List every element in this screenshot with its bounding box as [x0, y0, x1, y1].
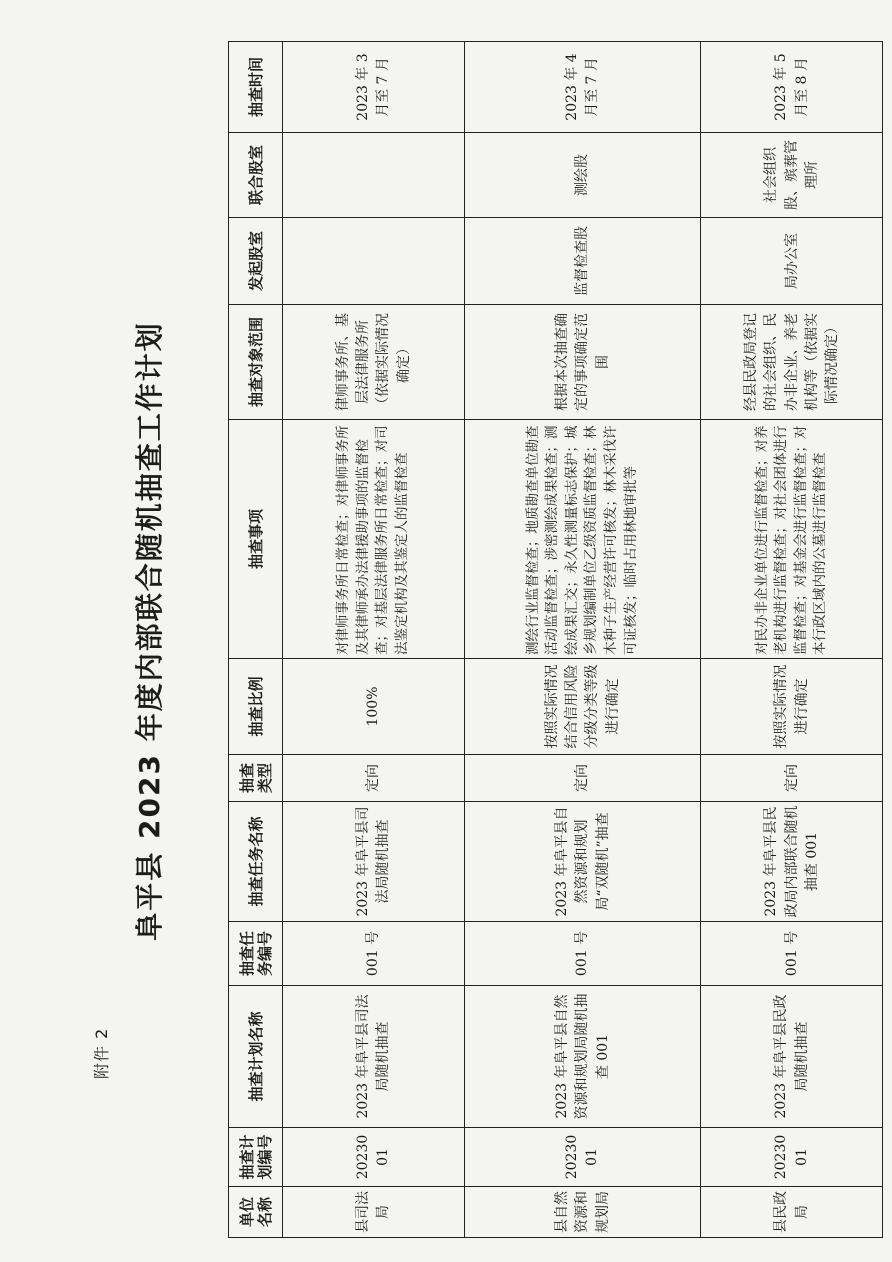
cell-task-no: 001 号 — [701, 922, 883, 986]
header-task-name: 抽查任务名称 — [229, 802, 283, 922]
header-scope: 抽查对象范围 — [229, 305, 283, 420]
cell-task-name: 2023 年阜平县司法局随机抽查 — [283, 802, 465, 922]
cell-items: 对律师事务所日常检查；对律师事务所及其律师承办法律援助事项的监督检查；对基层法律服务所日常检查；对司法鉴定机构及其鉴定人的监督检查 — [283, 420, 465, 659]
cell-plan-no: 2023001 — [701, 1128, 883, 1187]
cell-partner — [283, 133, 465, 218]
cell-time: 2023 年 3 月至 7 月 — [283, 42, 465, 133]
header-plan-no: 抽查计划编号 — [229, 1128, 283, 1187]
cell-ratio: 按照实际情况结合信用风险分级分类等级进行确定 — [464, 659, 701, 755]
header-task-no: 抽查任务编号 — [229, 922, 283, 986]
cell-scope: 经县民政局登记的社会组织、民办非企业、养老机构等（依据实际情况确定） — [701, 305, 883, 420]
cell-initiator — [283, 218, 465, 305]
header-items: 抽查事项 — [229, 420, 283, 659]
cell-type: 定向 — [283, 755, 465, 802]
cell-task-no: 001 号 — [464, 922, 701, 986]
table-row — [701, 42, 883, 1238]
cell-time: 2023 年 4 月至 7 月 — [464, 42, 701, 133]
table-row — [283, 42, 465, 1238]
cell-initiator: 局办公室 — [701, 218, 883, 305]
header-ratio: 抽查比例 — [229, 659, 283, 755]
cell-task-no: 001 号 — [283, 922, 465, 986]
cell-type: 定向 — [701, 755, 883, 802]
header-unit: 单位名称 — [229, 1187, 283, 1238]
cell-scope: 律师事务所、基层法律服务所（依据实际情况确定） — [283, 305, 465, 420]
cell-task-name: 2023 年阜平县自然资源和规划局“双随机”抽查 — [464, 802, 701, 922]
cell-type: 定向 — [464, 755, 701, 802]
cell-ratio: 按照实际情况进行确定 — [701, 659, 883, 755]
cell-initiator: 监督检查股 — [464, 218, 701, 305]
cell-ratio: 100% — [283, 659, 465, 755]
header-initiator: 发起股室 — [229, 218, 283, 305]
cell-scope: 根据本次抽查确定的事项确定范围 — [464, 305, 701, 420]
header-type: 抽查类型 — [229, 755, 283, 802]
table-header-row — [229, 42, 283, 1238]
cell-items: 测绘行业监督检查；地质勘查单位勘查活动监督检查；涉密测绘成果检查；测绘成果汇交；永久性测量标志保护；城乡规划编制单位乙级资质监督检查；林木种子生产经营许可核发；林木采伐许可证核发；临时占用林地审批等 — [464, 420, 701, 659]
cell-unit: 县自然资源和规划局 — [464, 1187, 701, 1238]
header-plan-name: 抽查计划名称 — [229, 986, 283, 1128]
annex-label: 附件 2 — [92, 1027, 111, 1079]
cell-task-name: 2023 年阜平县民政局内部联合随机抽查 001 — [701, 802, 883, 922]
cell-partner: 社会组织股、殡葬管理所 — [701, 133, 883, 218]
cell-partner: 测绘股 — [464, 133, 701, 218]
cell-plan-name: 2023 年阜平县自然资源和规划局随机抽查 001 — [464, 986, 701, 1128]
cell-plan-name: 2023 年阜平县民政局随机抽查 — [701, 986, 883, 1128]
cell-time: 2023 年 5 月至 8 月 — [701, 42, 883, 133]
header-time: 抽查时间 — [229, 42, 283, 133]
page-title: 阜平县 2023 年度内部联合随机抽查工作计划 — [133, 321, 166, 941]
cell-items: 对民办非企业单位进行监督检查；对养老机构进行监督检查；对社会团体进行监督检查；对基金会进行监督检查；对本行政区域内的公墓进行监督检查 — [701, 420, 883, 659]
cell-unit: 县民政局 — [701, 1187, 883, 1238]
cell-plan-name: 2023 年阜平县司法局随机抽查 — [283, 986, 465, 1128]
cell-plan-no: 2023001 — [283, 1128, 465, 1187]
table-row — [464, 42, 701, 1238]
cell-unit: 县司法局 — [283, 1187, 465, 1238]
header-partner: 联合股室 — [229, 133, 283, 218]
cell-plan-no: 2023001 — [464, 1128, 701, 1187]
inspection-plan-table — [228, 41, 883, 1238]
